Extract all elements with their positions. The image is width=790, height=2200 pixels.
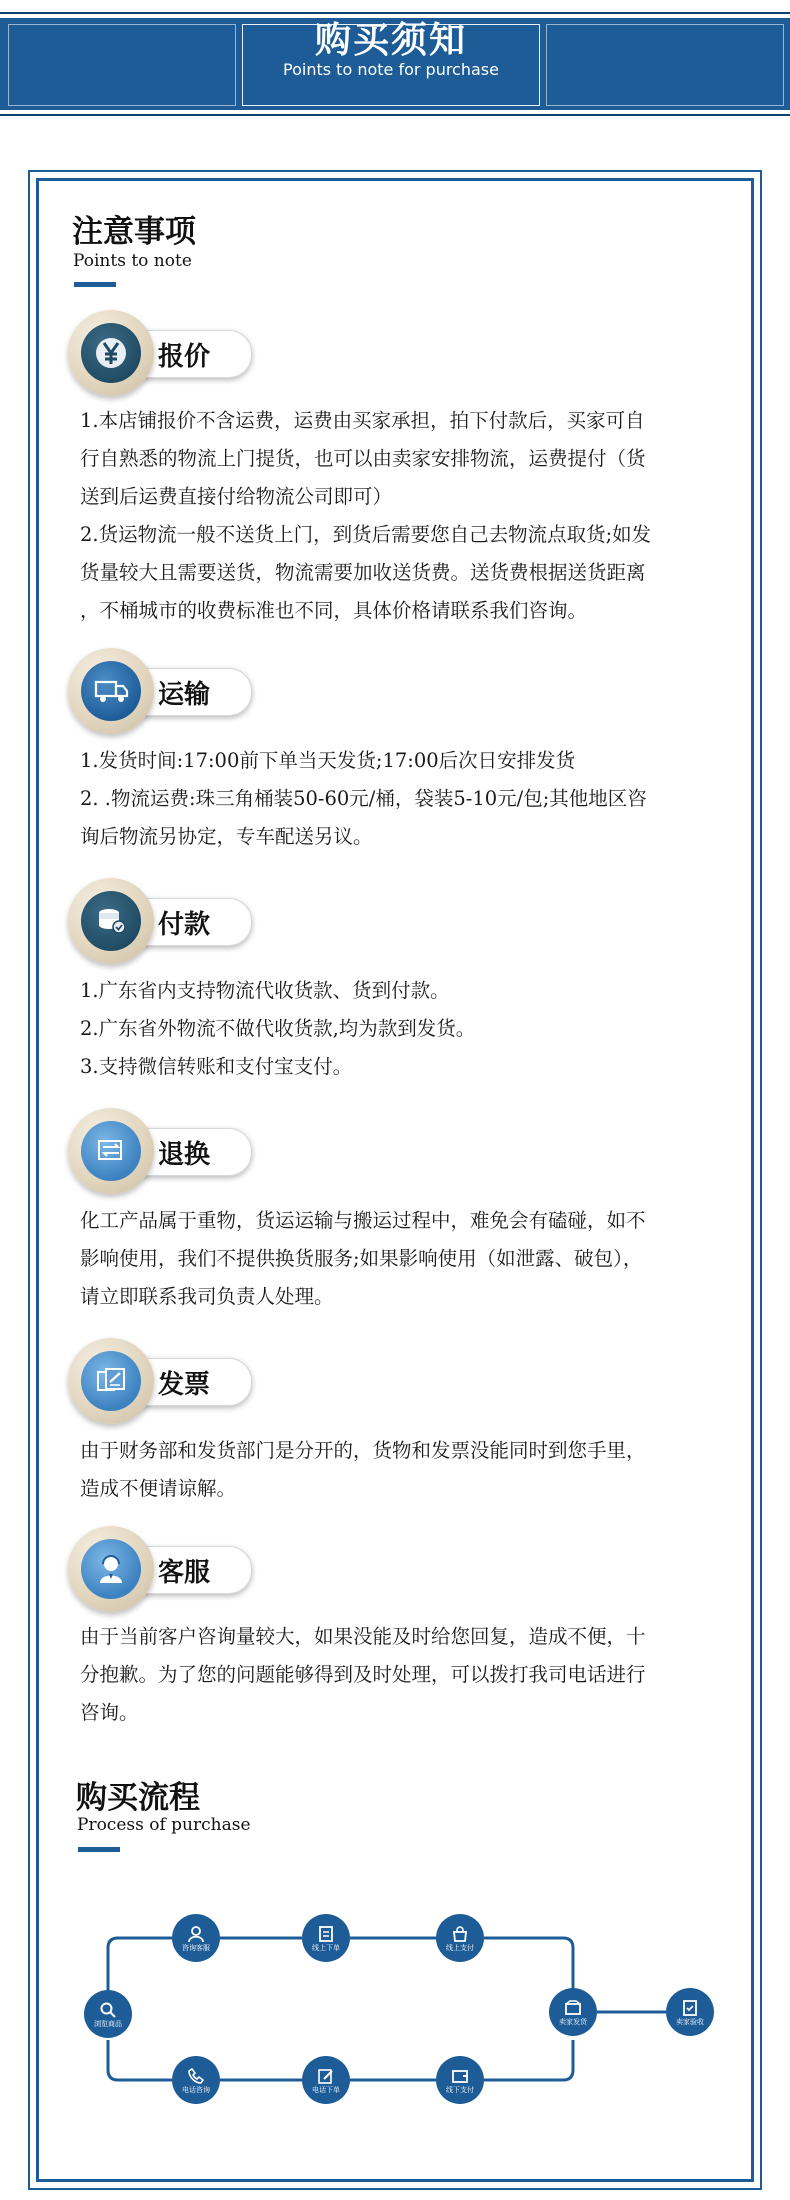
step-label: 线下支付 xyxy=(446,2085,474,2094)
page-subtitle: Points to note for purchase xyxy=(283,60,499,79)
text-line: 咨询。 xyxy=(80,1701,139,1724)
text-line: ，不桶城市的收费标准也不同，具体价格请联系我们咨询。 xyxy=(80,599,588,622)
item-label-payment: 付款 xyxy=(158,910,211,940)
step-online-pay xyxy=(436,1914,484,1962)
item-label-return: 退换 xyxy=(158,1140,211,1170)
text-line: 由于当前客户咨询量较大，如果没能及时给您回复，造成不便，十 xyxy=(80,1625,646,1648)
step-consult xyxy=(172,1914,220,1962)
text-line: 请立即联系我司负责人处理。 xyxy=(80,1285,334,1308)
text-line: 2. .物流运费:珠三角桶装50-60元/桶，袋装5-10元/包;其他地区咨 xyxy=(80,787,647,810)
text-line: 1.发货时间:17:00前下单当天发货;17:00后次日安排发货 xyxy=(80,749,576,772)
step-receive xyxy=(666,1988,714,2036)
box-icon xyxy=(564,1999,582,2017)
phone-icon xyxy=(187,2067,205,2085)
item-label-quote: 报价 xyxy=(158,342,211,372)
text-line: 1.广东省内支持物流代收货款、货到付款。 xyxy=(80,979,450,1002)
process-subtitle: Process of purchase xyxy=(77,1815,251,1835)
step-label: 卖家验收 xyxy=(676,2017,704,2026)
document-icon xyxy=(317,1925,335,1943)
step-label: 卖家发货 xyxy=(559,2017,587,2026)
text-line: 分抱歉。为了您的问题能够得到及时处理，可以拨打我司电话进行 xyxy=(80,1663,646,1686)
step-label: 浏览商品 xyxy=(94,2019,122,2028)
edit-icon xyxy=(317,2067,335,2085)
item-label-invoice: 发票 xyxy=(158,1370,211,1400)
text-line: 造成不便请谅解。 xyxy=(80,1477,237,1500)
search-icon xyxy=(99,2001,117,2019)
text-line: 2.广东省外物流不做代收货款,均为款到发货。 xyxy=(80,1017,476,1040)
bag-icon xyxy=(451,1925,469,1943)
step-label: 线上支付 xyxy=(446,1943,474,1952)
item-label-service: 客服 xyxy=(158,1558,211,1588)
step-label: 电话下单 xyxy=(312,2085,340,2094)
step-browse xyxy=(84,1990,132,2038)
text-line: 送到后运费直接付给物流公司即可） xyxy=(80,485,393,508)
wallet-icon xyxy=(451,2067,469,2085)
text-line: 3.支持微信转账和支付宝支付。 xyxy=(80,1055,353,1078)
text-line: 行自熟悉的物流上门提货，也可以由卖家安排物流，运费提付（货 xyxy=(80,447,646,470)
step-ship xyxy=(549,1988,597,2036)
step-phone xyxy=(172,2056,220,2104)
step-phone-order xyxy=(302,2056,350,2104)
notes-subtitle: Points to note xyxy=(73,251,192,271)
step-label: 咨询客服 xyxy=(182,1943,210,1952)
text-line: 由于财务部和发货部门是分开的，货物和发票没能同时到您手里， xyxy=(80,1439,646,1462)
page-title: 购买须知 xyxy=(314,19,467,61)
step-label: 线上下单 xyxy=(312,1943,340,1952)
step-label: 电话咨询 xyxy=(182,2085,210,2094)
step-online-order xyxy=(302,1914,350,1962)
notes-title: 注意事项 xyxy=(72,214,196,250)
step-offline-pay xyxy=(436,2056,484,2104)
text-line: 1.本店铺报价不含运费，运费由买家承担，拍下付款后，买家可自 xyxy=(80,409,645,432)
text-line: 货量较大且需要送货，物流需要加收送货费。送货费根据送货距离 xyxy=(80,561,646,584)
check-doc-icon xyxy=(681,1999,699,2017)
text-line: 化工产品属于重物，货运运输与搬运过程中，难免会有磕碰，如不 xyxy=(80,1209,646,1232)
person-icon xyxy=(187,1925,205,1943)
text-line: 询后物流另协定，专车配送另议。 xyxy=(80,825,373,848)
text-line: 影响使用，我们不提供换货服务;如果影响使用（如泄露、破包）， xyxy=(80,1247,643,1270)
text-line: 2.货运物流一般不送货上门，到货后需要您自己去物流点取货;如发 xyxy=(80,523,652,546)
process-title: 购买流程 xyxy=(76,1780,200,1816)
item-label-transport: 运输 xyxy=(158,680,211,710)
